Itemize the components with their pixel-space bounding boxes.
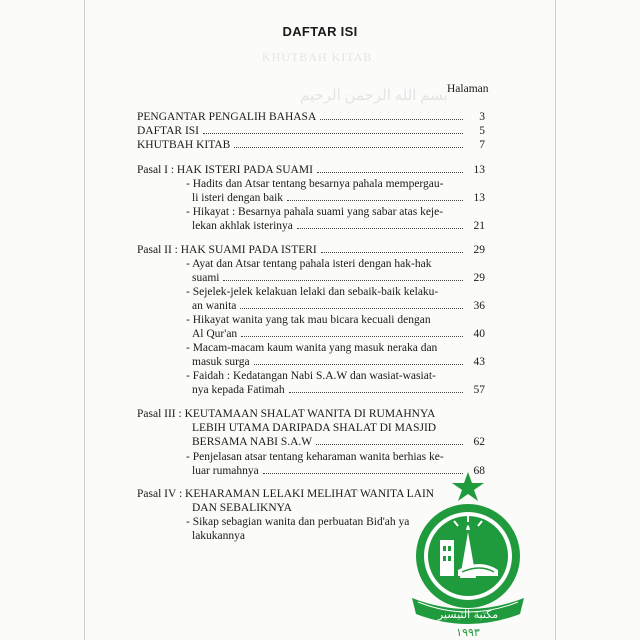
toc-entry <box>137 110 485 124</box>
dot-leader <box>289 392 463 393</box>
toc-subentry-line: - Ayat dan Atsar tentang pahala isteri dengan hak-hak <box>186 258 432 270</box>
dot-leader <box>254 364 463 365</box>
toc-page-number: 40 <box>473 328 485 340</box>
toc-chapter-label-cont: LEBIH UTAMA DARIPADA SHALAT DI MASJID <box>192 422 437 434</box>
toc-page-number: 5 <box>479 125 485 137</box>
dot-leader <box>287 200 463 201</box>
toc-subentry <box>192 219 485 233</box>
toc-entry-label: KHUTBAH KITAB <box>137 139 231 151</box>
page-title: DAFTAR ISI <box>282 24 358 39</box>
bleed-through-heading: KHUTBAH KITAB <box>262 50 373 64</box>
toc-page-number: 21 <box>473 220 485 232</box>
toc-entry-label: DAFTAR ISI <box>137 125 200 137</box>
page-right-edge <box>555 0 556 640</box>
toc-entry <box>137 138 485 152</box>
page-column-header: Halaman <box>447 83 489 95</box>
toc-subentry <box>192 191 485 205</box>
toc-subentry-label: suami <box>192 272 220 284</box>
toc-subentry-label: masuk surga <box>192 356 250 368</box>
toc-subentry <box>192 383 485 397</box>
toc-subentry-label: Al Qur'an <box>192 328 238 340</box>
dot-leader <box>321 252 463 253</box>
toc-page-number: 43 <box>473 356 485 368</box>
toc-subentry-label: nya kepada Fatimah <box>192 384 285 396</box>
toc-subentry-line: - Hikayat : Besarnya pahala suami yang sabar atas keje- <box>186 206 444 218</box>
dot-leader <box>320 119 463 120</box>
page-left-edge <box>84 0 85 640</box>
toc-page-number: 29 <box>473 244 485 256</box>
publisher-seal-logo <box>410 470 526 640</box>
dot-leader <box>317 172 463 173</box>
dot-leader <box>223 280 463 281</box>
publisher-name-arabic: مكتبة التيسير <box>437 608 499 621</box>
toc-subentry-line: - Hikayat wanita yang tak mau bicara kecuali dengan <box>186 314 431 326</box>
dot-leader <box>297 228 463 229</box>
toc-entry <box>137 124 485 138</box>
toc-chapter <box>137 243 485 257</box>
toc-chapter <box>137 163 485 177</box>
publisher-year: ١٩٩٣ <box>456 626 480 639</box>
toc-subentry-label: li isteri dengan baik <box>192 192 284 204</box>
toc-subentry-line: - Hadits dan Atsar tentang besarnya pahala mempergau- <box>186 178 444 190</box>
dot-leader <box>234 147 463 148</box>
toc-entry-label: PENGANTAR PENGALIH BAHASA <box>137 111 317 123</box>
toc-chapter-label: Pasal I : HAK ISTERI PADA SUAMI <box>137 164 313 176</box>
toc-chapter-label: Pasal III : KEUTAMAAN SHALAT WANITA DI RUMAHNYA <box>137 408 436 420</box>
dot-leader <box>241 336 463 337</box>
toc-page-number: 7 <box>479 139 485 151</box>
toc-chapter-label-cont: DAN SEBALIKNYA <box>192 502 292 514</box>
toc-subentry <box>192 355 485 369</box>
toc-subentry-line: - Sikap sebagian wanita dan perbuatan Bid'ah ya <box>186 516 410 528</box>
toc-subentry-label: lakukannya <box>192 530 246 542</box>
toc-chapter-label-cont: BERSAMA NABI S.A.W <box>192 436 313 448</box>
bleed-through-arabic: بسم الله الرحمن الرحيم <box>300 88 448 104</box>
toc-page-number: 62 <box>473 436 485 448</box>
dot-leader <box>240 308 463 309</box>
dot-leader <box>316 444 463 445</box>
toc-subentry-line: - Macam-macam kaum wanita yang masuk neraka dan <box>186 342 438 354</box>
toc-page-number: 68 <box>473 465 485 477</box>
toc-page-number: 36 <box>473 300 485 312</box>
toc-subentry <box>192 271 485 285</box>
toc-subentry-line: - Penjelasan atsar tentang keharaman wanita berhias ke- <box>186 451 444 463</box>
toc-page-number: 3 <box>479 111 485 123</box>
dot-leader <box>203 133 463 134</box>
toc-chapter-label: Pasal II : HAK SUAMI PADA ISTERI <box>137 244 317 256</box>
toc-subentry <box>192 327 485 341</box>
star-icon <box>452 472 484 501</box>
toc-page-number: 57 <box>473 384 485 396</box>
toc-page-number: 13 <box>473 164 485 176</box>
toc-subentry-line: - Faidah : Kedatangan Nabi S.A.W dan wasiat-wasiat- <box>186 370 436 382</box>
toc-chapter <box>192 435 485 449</box>
toc-page-number: 13 <box>473 192 485 204</box>
toc-subentry-label: an wanita <box>192 300 237 312</box>
toc-subentry-label: lekan akhlak isterinya <box>192 220 293 232</box>
toc-chapter-label: Pasal IV : KEHARAMAN LELAKI MELIHAT WANITA LAIN <box>137 488 435 500</box>
toc-subentry-label: luar rumahnya <box>192 465 259 477</box>
toc-subentry <box>192 299 485 313</box>
toc-page-number: 29 <box>473 272 485 284</box>
toc-subentry-line: - Sejelek-jelek kelakuan lelaki dan sebaik-baik kelaku- <box>186 286 439 298</box>
